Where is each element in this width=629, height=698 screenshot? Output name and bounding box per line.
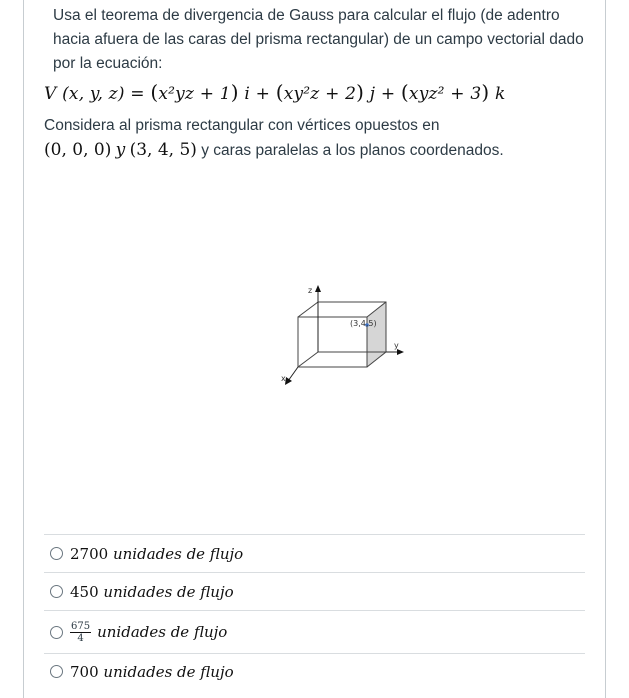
equation-term-1: x²yz + 1 [158, 84, 231, 104]
answer-value: 700 [70, 662, 99, 681]
answer-unit: unidades de flujo [103, 582, 234, 601]
answer-option-1[interactable] [44, 534, 585, 572]
answer-value: 450 [70, 582, 99, 601]
answer-label [70, 663, 234, 681]
fraction-denominator: 4 [77, 632, 84, 644]
equation-unit-k: k [494, 84, 506, 104]
answer-option-2[interactable] [44, 572, 585, 610]
question-text [44, 4, 584, 163]
vertex-origin: (0, 0, 0) [44, 140, 112, 160]
prism-description-tail: y caras paralelas a los planos coordenados. [201, 142, 504, 159]
equation-unit-i: i [244, 84, 251, 104]
vertex-opposite: (3, 4, 5) [129, 140, 197, 160]
equation-lhs: V (x, y, z) = [44, 84, 145, 104]
answer-unit: unidades de flujo [112, 544, 244, 563]
prism-figure [268, 282, 418, 394]
answer-label [70, 545, 243, 563]
prism-description-line-1: Considera al prisma rectangular con vértices opuestos en [44, 117, 440, 134]
equation-term-3: xyz² + 3 [408, 84, 482, 104]
answer-value: 2700 [70, 544, 109, 563]
answer-label [70, 583, 234, 601]
fraction-numerator: 675 [71, 620, 91, 632]
equation-term-2: xy²z + 2 [283, 84, 357, 104]
conjunction: y [115, 140, 126, 160]
question-intro: Usa el teorema de divergencia de Gauss para calcular el flujo (de adentro hacia afuera de las caras del prisma rectangular) de un campo vectorial dado por la ecuación: [53, 7, 584, 72]
equation-unit-j: j [369, 84, 376, 104]
x-axis-label: x [281, 374, 286, 383]
z-axis-arrow [315, 285, 321, 292]
radio-button[interactable] [50, 547, 63, 560]
x-axis [288, 367, 298, 381]
answer-option-4[interactable] [44, 653, 585, 689]
radio-button[interactable] [50, 585, 63, 598]
answer-unit: unidades de flujo [97, 623, 228, 641]
vector-field-equation: V (x, y, z) = (x²yz + 1) i + (xy²z + 2) j + (xyz² + 3) k [44, 80, 506, 104]
prism-shaded-face [367, 302, 386, 367]
answer-unit: unidades de flujo [103, 662, 234, 681]
radio-button[interactable] [50, 665, 63, 678]
answer-option-3[interactable] [44, 610, 585, 653]
radio-button[interactable] [50, 626, 63, 639]
prism-description-line-2 [44, 138, 584, 163]
z-axis-label: z [308, 286, 313, 295]
x-axis-arrow [285, 377, 292, 385]
answer-fraction [70, 621, 91, 644]
y-axis-label: y [394, 341, 399, 350]
vertex-label: (3,4,5) [350, 319, 377, 328]
answer-list [44, 534, 585, 689]
